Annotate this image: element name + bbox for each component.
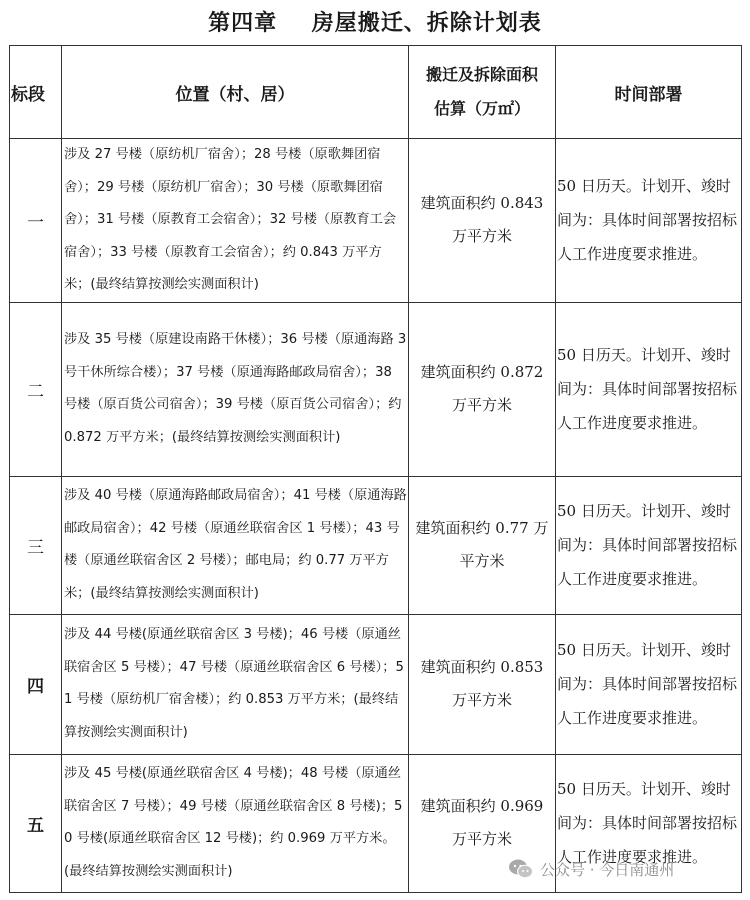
area-cell: 建筑面积约 0.843 万平方米: [409, 139, 556, 303]
table-row: [10, 139, 742, 303]
demolition-plan-table: [9, 45, 742, 893]
page-title: 第四章 房屋搬迁、拆除计划表: [208, 10, 542, 36]
segment-cell: 五: [10, 754, 62, 892]
location-cell: 涉及 45 号楼(原通丝联宿舍区 4 号楼)；48 号楼（原通丝联宿舍区 7 号楼）；49 号楼（原通丝联宿舍区 8 号楼)；50 号楼(原通丝联宿舍区 12 号楼)；约 0.969 万平方米。(最终结算按测绘实测面积计): [62, 754, 409, 892]
location-cell: 涉及 35 号楼（原建设南路干休楼）；36 号楼（原通海路 3 号干休所综合楼）；37 号楼（原通海路邮政局宿舍）；38 号楼（原百货公司宿舍）；39 号楼（原百货公司宿舍）；约 0.872 万平方米；(最终结算按测绘实测面积计): [62, 302, 409, 476]
header-location: 位置（村、居）: [62, 46, 409, 139]
table-row: [10, 302, 742, 476]
table-row: [10, 614, 742, 754]
area-cell: 建筑面积约 0.969 万平方米: [409, 754, 556, 892]
wechat-icon: [508, 858, 534, 880]
location-cell: 涉及 40 号楼（原通海路邮政局宿舍）；41 号楼（原通海路邮政局宿舍）；42 号楼（原通丝联宿舍区 1 号楼）；43 号楼（原通丝联宿舍区 2 号楼）；邮电局；约 0.77 万平方米；(最终结算按测绘实测面积计): [62, 476, 409, 614]
area-cell: 建筑面积约 0.853 万平方米: [409, 614, 556, 754]
time-cell: 50 日历天。计划开、竣时间为：具体时间部署按招标人工作进度要求推进。: [556, 139, 742, 303]
time-cell: 50 日历天。计划开、竣时间为：具体时间部署按招标人工作进度要求推进。: [556, 754, 742, 892]
time-cell: 50 日历天。计划开、竣时间为：具体时间部署按招标人工作进度要求推进。: [556, 302, 742, 476]
header-time: 时间部署: [556, 46, 742, 139]
watermark: [508, 857, 674, 881]
location-cell: 涉及 27 号楼（原纺机厂宿舍）；28 号楼（原歌舞团宿舍）；29 号楼（原纺机厂宿舍）；30 号楼（原歌舞团宿舍）；31 号楼（原教育工会宿舍）；32 号楼（原教育工会宿舍）；33 号楼（原教育工会宿舍）；约 0.843 万平方米；(最终结算按测绘实测面积计): [62, 139, 409, 303]
segment-cell: 四: [10, 614, 62, 754]
watermark-text: 公众号 · 今日南通州: [540, 860, 675, 879]
area-cell: 建筑面积约 0.77 万平方米: [409, 476, 556, 614]
header-area-line2: 估算（万㎡）: [433, 99, 530, 118]
segment-cell: 二: [10, 302, 62, 476]
location-cell: 涉及 44 号楼(原通丝联宿舍区 3 号楼)；46 号楼（原通丝联宿舍区 5 号楼）；47 号楼（原通丝联宿舍区 6 号楼）；51 号楼（原纺机厂宿舍楼）；约 0.853 万平方米；(最终结算按测绘实测面积计): [62, 614, 409, 754]
time-cell: 50 日历天。计划开、竣时间为：具体时间部署按招标人工作进度要求推进。: [556, 614, 742, 754]
segment-cell: 三: [10, 476, 62, 614]
table-row: [10, 476, 742, 614]
segment-cell: 一: [10, 139, 62, 303]
header-area-line1: 搬迁及拆除面积: [425, 65, 538, 84]
area-cell: 建筑面积约 0.872 万平方米: [409, 302, 556, 476]
header-segment: 标段: [10, 46, 62, 139]
header-area: [409, 46, 556, 139]
time-cell: 50 日历天。计划开、竣时间为：具体时间部署按招标人工作进度要求推进。: [556, 476, 742, 614]
table-header-row: [10, 46, 742, 139]
